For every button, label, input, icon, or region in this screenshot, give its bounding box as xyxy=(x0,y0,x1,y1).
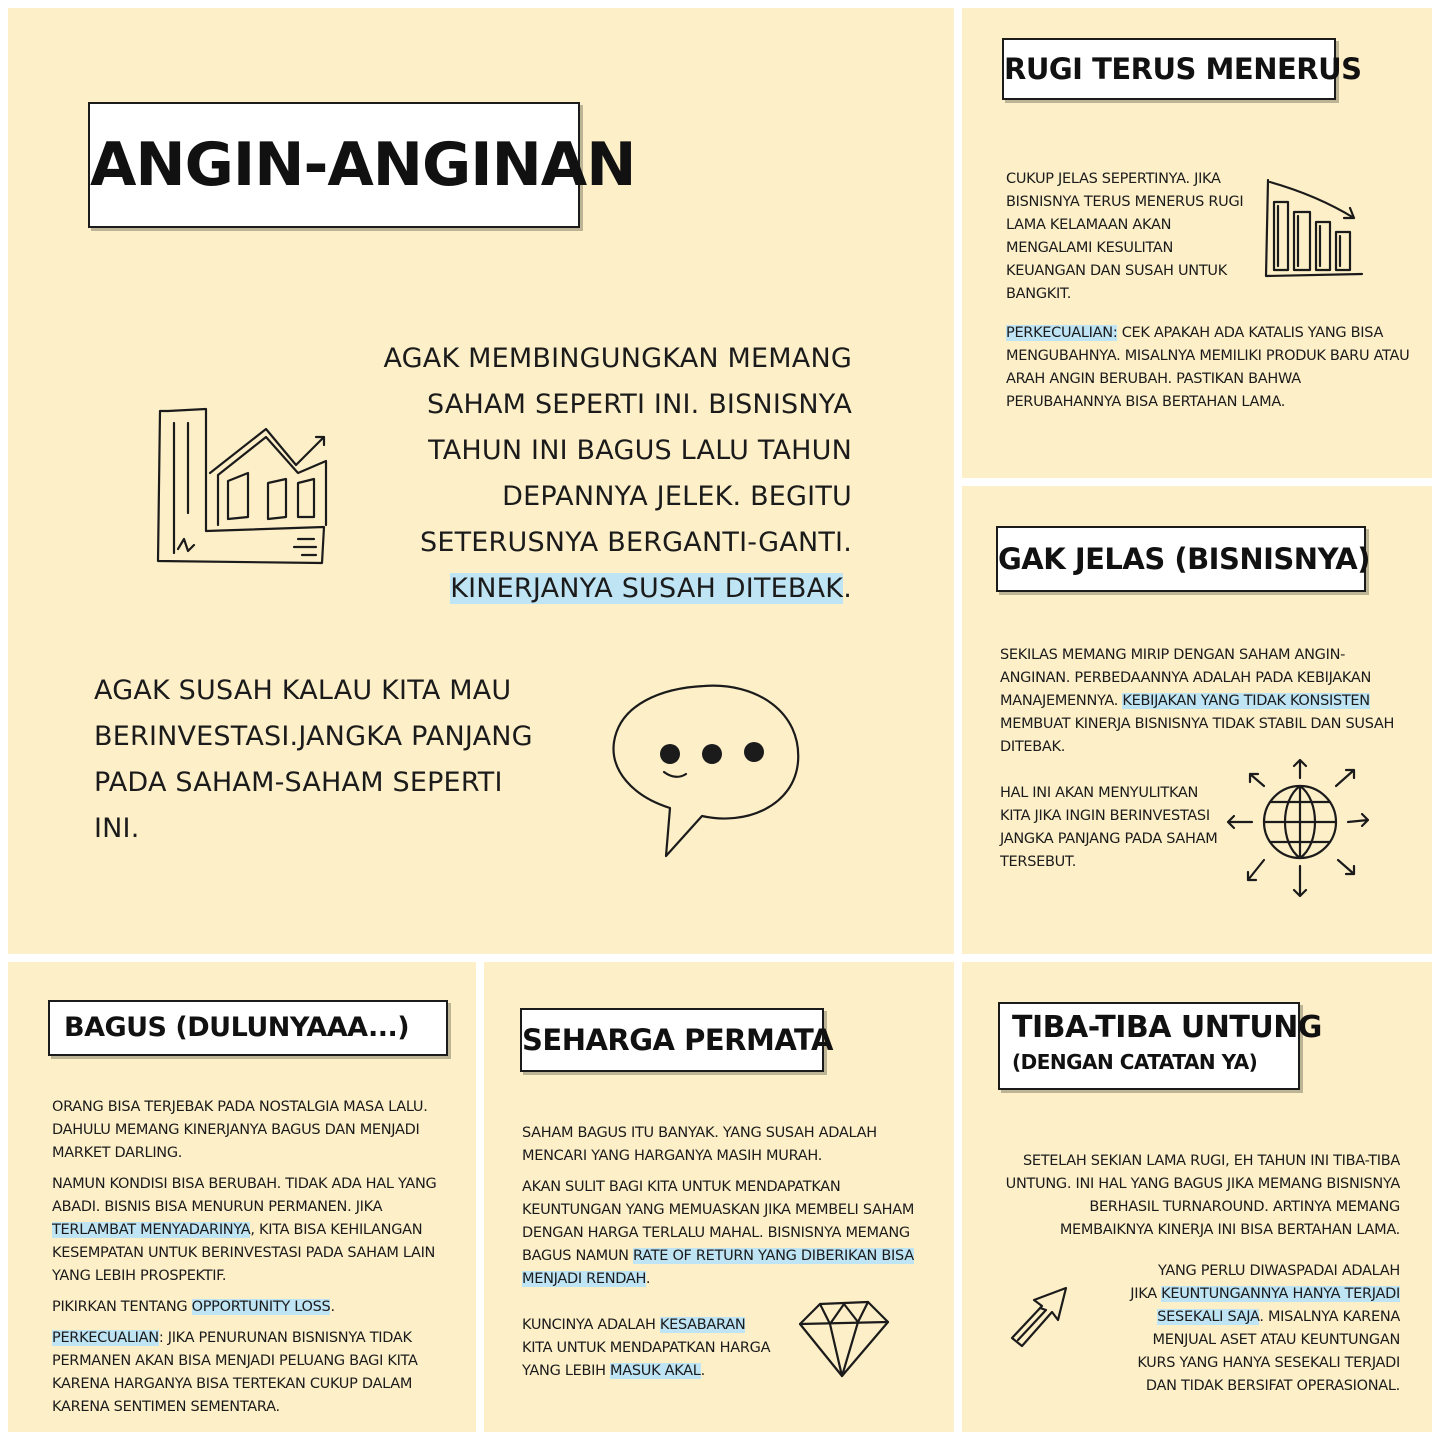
tiba-paragraph-1: SETELAH SEKIAN LAMA RUGI, EH TAHUN INI TIBA-TIBA UNTUNG. INI HAL YANG BAGUS JIKA MEMANG BISNISNYA BERHASIL TURNAROUND. ARTINYA MEMANG MEMBAIKNYA KINERJA INI BISA BERTAHAN LAMA. xyxy=(1005,1153,1400,1238)
seharga-highlight-reasonable: MASUK AKAL xyxy=(610,1363,701,1379)
seharga-paragraph-3-c: . xyxy=(700,1363,705,1379)
main-paragraph-1-text: AGAK MEMBINGUNGKAN MEMANG SAHAM SEPERTI INI. BISNISNYA TAHUN INI BAGUS LALU TAHUN DEPANNYA JELEK. BEGITU SETERUSNYA BERGANTI-GANTI. xyxy=(383,343,852,558)
bagus-paragraph-3 xyxy=(52,1296,456,1319)
globe-arrows-icon xyxy=(1224,756,1374,906)
bagus-body xyxy=(52,1096,456,1427)
rugi-exception-text: CEK APAKAH ADA KATALIS YANG BISA MENGUBAHNYA. MISALNYA MEMILIKI PRODUK BARU ATAU ARAH ANGIN BERUBAH. PASTIKAN BAHWA PERUBAHANNYA BISA BERTAHAN LAMA. xyxy=(1006,325,1410,410)
bagus-paragraph-3-b: . xyxy=(330,1299,335,1315)
seharga-paragraph-2-a: AKAN SULIT BAGI KITA UNTUK MENDAPATKAN KEUNTUNGAN YANG MEMUASKAN JIKA MEMBELI SAHAM DENGAN HARGA TERLALU MAHAL. BISNISNYA MEMANG BAGUS NAMUN xyxy=(522,1179,915,1264)
bagus-paragraph-2 xyxy=(52,1173,456,1288)
tiba-subtitle: (DENGAN CATATAN YA) xyxy=(1012,1050,1258,1074)
gak-jelas-paragraph-1-b: MEMBUAT KINERJA BISNISNYA TIDAK STABIL DAN SUSAH DITEBAK. xyxy=(1000,716,1395,755)
main-paragraph-1-end: . xyxy=(843,573,852,604)
bagus-paragraph-2-b: , KITA BISA KEHILANGAN KESEMPATAN UNTUK BERINVESTASI PADA SAHAM LAIN YANG LEBIH PROSPEKTIF. xyxy=(52,1222,436,1284)
seharga-highlight-patience: KESABARAN xyxy=(659,1317,746,1333)
seharga-panel xyxy=(484,962,954,1432)
tiba-highlight: KEUNTUNGANNYA HANYA TERJADI SESEKALI SAJA xyxy=(1157,1286,1400,1325)
gak-jelas-paragraph-2: HAL INI AKAN MENYULITKAN KITA JIKA INGIN BERINVESTASI JANGKA PANJANG PADA SAHAM TERSEBUT. xyxy=(1000,785,1218,870)
rugi-exception-label: PERKECUALIAN: xyxy=(1006,325,1118,341)
gak-jelas-title: GAK JELAS (BISNISNYA) xyxy=(996,526,1366,592)
bagus-exception-text: : JIKA PENURUNAN BISNISNYA TIDAK PERMANEN AKAN BISA MENJADI PELUANG BAGI KITA KARENA HARGANYA BISA TERTEKAN CUKUP DALAM KARENA SENTIMEN SEMENTARA. xyxy=(52,1330,418,1415)
declining-bar-chart-icon xyxy=(1258,176,1370,284)
diamond-icon xyxy=(794,1298,894,1382)
tiba-title: TIBA-TIBA UNTUNG xyxy=(1012,1010,1322,1045)
main-panel xyxy=(8,8,954,954)
bagus-title: BAGUS (DULUNYAAA...) xyxy=(48,1000,448,1056)
main-paragraph-1 xyxy=(380,336,852,612)
building-chart-icon xyxy=(148,403,338,573)
tiba-paragraph-2-b: . MISALNYA KARENA MENJUAL ASET ATAU KEUNTUNGAN KURS YANG HANYA SESEKALI TERJADI DAN TIDAK BERSIFAT OPERASIONAL. xyxy=(1137,1309,1400,1394)
seharga-paragraph-3-a: KUNCINYA ADALAH xyxy=(522,1317,660,1333)
rugi-paragraph-1: CUKUP JELAS SEPERTINYA. JIKA BISNISNYA TERUS MENERUS RUGI LAMA KELAMAAN AKAN MENGALAMI KESULITAN KEUANGAN DAN SUSAH UNTUK BANGKIT. xyxy=(1006,171,1244,302)
bagus-paragraph-2-a: NAMUN KONDISI BISA BERUBAH. TIDAK ADA HAL YANG ABADI. BISNIS BISA MENURUN PERMANEN. JIKA xyxy=(52,1176,437,1215)
tiba-panel xyxy=(962,962,1432,1432)
seharga-paragraph-2-b: . xyxy=(645,1271,651,1287)
tiba-title-box xyxy=(998,1002,1322,1090)
bagus-panel xyxy=(8,962,476,1432)
tiba-paragraph-2-a: YANG PERLU DIWASPADAI ADALAH JIKA xyxy=(1130,1263,1400,1302)
rugi-title: RUGI TERUS MENERUS xyxy=(1002,38,1336,100)
main-paragraph-2: AGAK SUSAH KALAU KITA MAU BERINVESTASI.JANGKA PANJANG PADA SAHAM-SAHAM SEPERTI INI. xyxy=(94,675,533,844)
bagus-paragraph-1: ORANG BISA TERJEBAK PADA NOSTALGIA MASA LALU. DAHULU MEMANG KINERJANYA BAGUS DAN MENJADI MARKET DARLING. xyxy=(52,1099,428,1161)
seharga-body xyxy=(522,1122,926,1299)
page-title: ANGIN-ANGINAN xyxy=(88,102,580,228)
speech-bubble-icon xyxy=(606,676,806,866)
seharga-paragraph-3 xyxy=(522,1314,772,1383)
bagus-exception-label: PERKECUALIAN xyxy=(52,1330,159,1346)
seharga-title: SEHARGA PERMATA xyxy=(520,1008,824,1072)
gak-jelas-panel xyxy=(962,486,1432,954)
up-arrow-icon xyxy=(1008,1282,1078,1352)
bagus-exception xyxy=(52,1327,456,1419)
bagus-paragraph-3-a: PIKIRKAN TENTANG xyxy=(52,1299,192,1315)
rugi-panel xyxy=(962,8,1432,478)
seharga-highlight-return: RATE OF RETURN YANG DIBERIKAN BISA MENJADI RENDAH xyxy=(522,1248,914,1287)
seharga-paragraph-3-b: KITA UNTUK MENDAPATKAN HARGA YANG LEBIH xyxy=(522,1340,771,1379)
main-highlight-unpredictable: KINERJANYA SUSAH DITEBAK xyxy=(450,573,844,604)
rugi-exception xyxy=(1006,322,1416,414)
bagus-highlight-opportunity: OPPORTUNITY LOSS xyxy=(191,1299,331,1315)
seharga-paragraph-2 xyxy=(522,1176,926,1291)
gak-jelas-paragraph-1-a: SEKILAS MEMANG MIRIP DENGAN SAHAM ANGIN-ANGINAN. PERBEDAANNYA ADALAH PADA KEBIJAKAN MANAJEMENNYA. xyxy=(1000,647,1372,709)
bagus-highlight-late: TERLAMBAT MENYADARINYA xyxy=(52,1222,251,1238)
seharga-paragraph-1: SAHAM BAGUS ITU BANYAK. YANG SUSAH ADALAH MENCARI YANG HARGANYA MASIH MURAH. xyxy=(522,1125,877,1164)
tiba-paragraph-2 xyxy=(1128,1260,1400,1398)
gak-jelas-paragraph-1 xyxy=(1000,644,1412,759)
gak-jelas-highlight: KEBIJAKAN YANG TIDAK KONSISTEN xyxy=(1122,693,1370,709)
